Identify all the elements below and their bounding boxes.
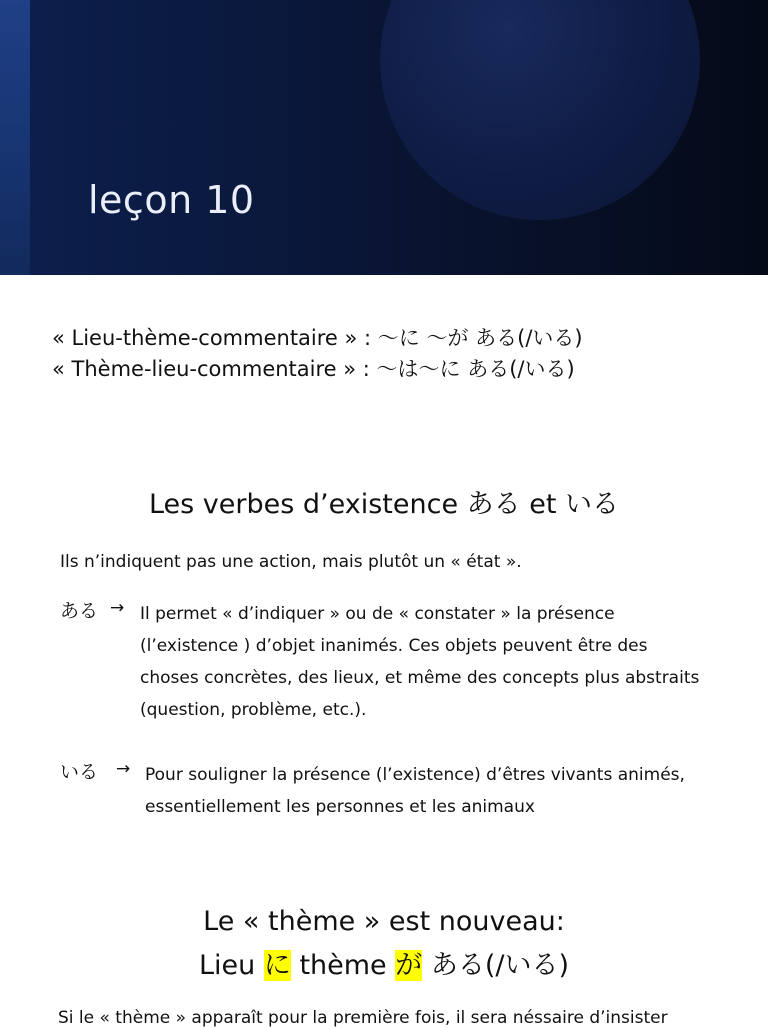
iru-explanation: Pour souligner la présence (l’existence) d’êtres vivants animés, essentiellement les personnes et les animaux bbox=[145, 765, 685, 817]
title-banner bbox=[0, 0, 768, 275]
pattern-theme: thème bbox=[299, 950, 387, 981]
section-heading-existence-verbs: Les verbes d’existence ある et いる bbox=[148, 489, 620, 520]
aru-explanation: Il permet « d’indiquer » ou de « constater » la présence (l’existence ) d’objet inanimés. Ces objets peuvent être des choses concrètes, des lieux, et même des concepts plus abstraits (question, problème, etc.). bbox=[140, 604, 700, 720]
banner-decorative-circle bbox=[380, 0, 700, 220]
pattern-lieu-ni-theme-ga-aru bbox=[0, 943, 768, 982]
bottom-text-cutoff: Si le « thème » apparaît pour la première fois, il sera néssaire d’insister bbox=[58, 1008, 668, 1028]
banner-accent-bar bbox=[0, 0, 30, 275]
iru-kana-label: いる bbox=[60, 761, 99, 783]
pattern-aru: ある(/いる) bbox=[430, 950, 570, 981]
arrow-right-icon: → bbox=[116, 759, 131, 779]
formula-theme-lieu: « Thème-lieu-commentaire » : 〜は〜に ある(/いる) bbox=[52, 357, 575, 381]
arrow-right-icon: → bbox=[110, 598, 125, 618]
particle-ga-highlight: が bbox=[395, 950, 423, 981]
particle-ni-highlight: に bbox=[263, 950, 291, 981]
slide-title: leçon 10 bbox=[88, 178, 255, 222]
aru-kana-label: ある bbox=[60, 600, 99, 622]
intro-text: Ils n’indiquent pas une action, mais plutôt un « état ». bbox=[60, 552, 522, 572]
pattern-lieu: Lieu bbox=[198, 950, 256, 981]
formula-lieu-theme: « Lieu-thème-commentaire » : 〜に 〜が ある(/いる) bbox=[52, 326, 583, 350]
section-heading-new-theme: Le « thème » est nouveau: bbox=[203, 906, 565, 937]
